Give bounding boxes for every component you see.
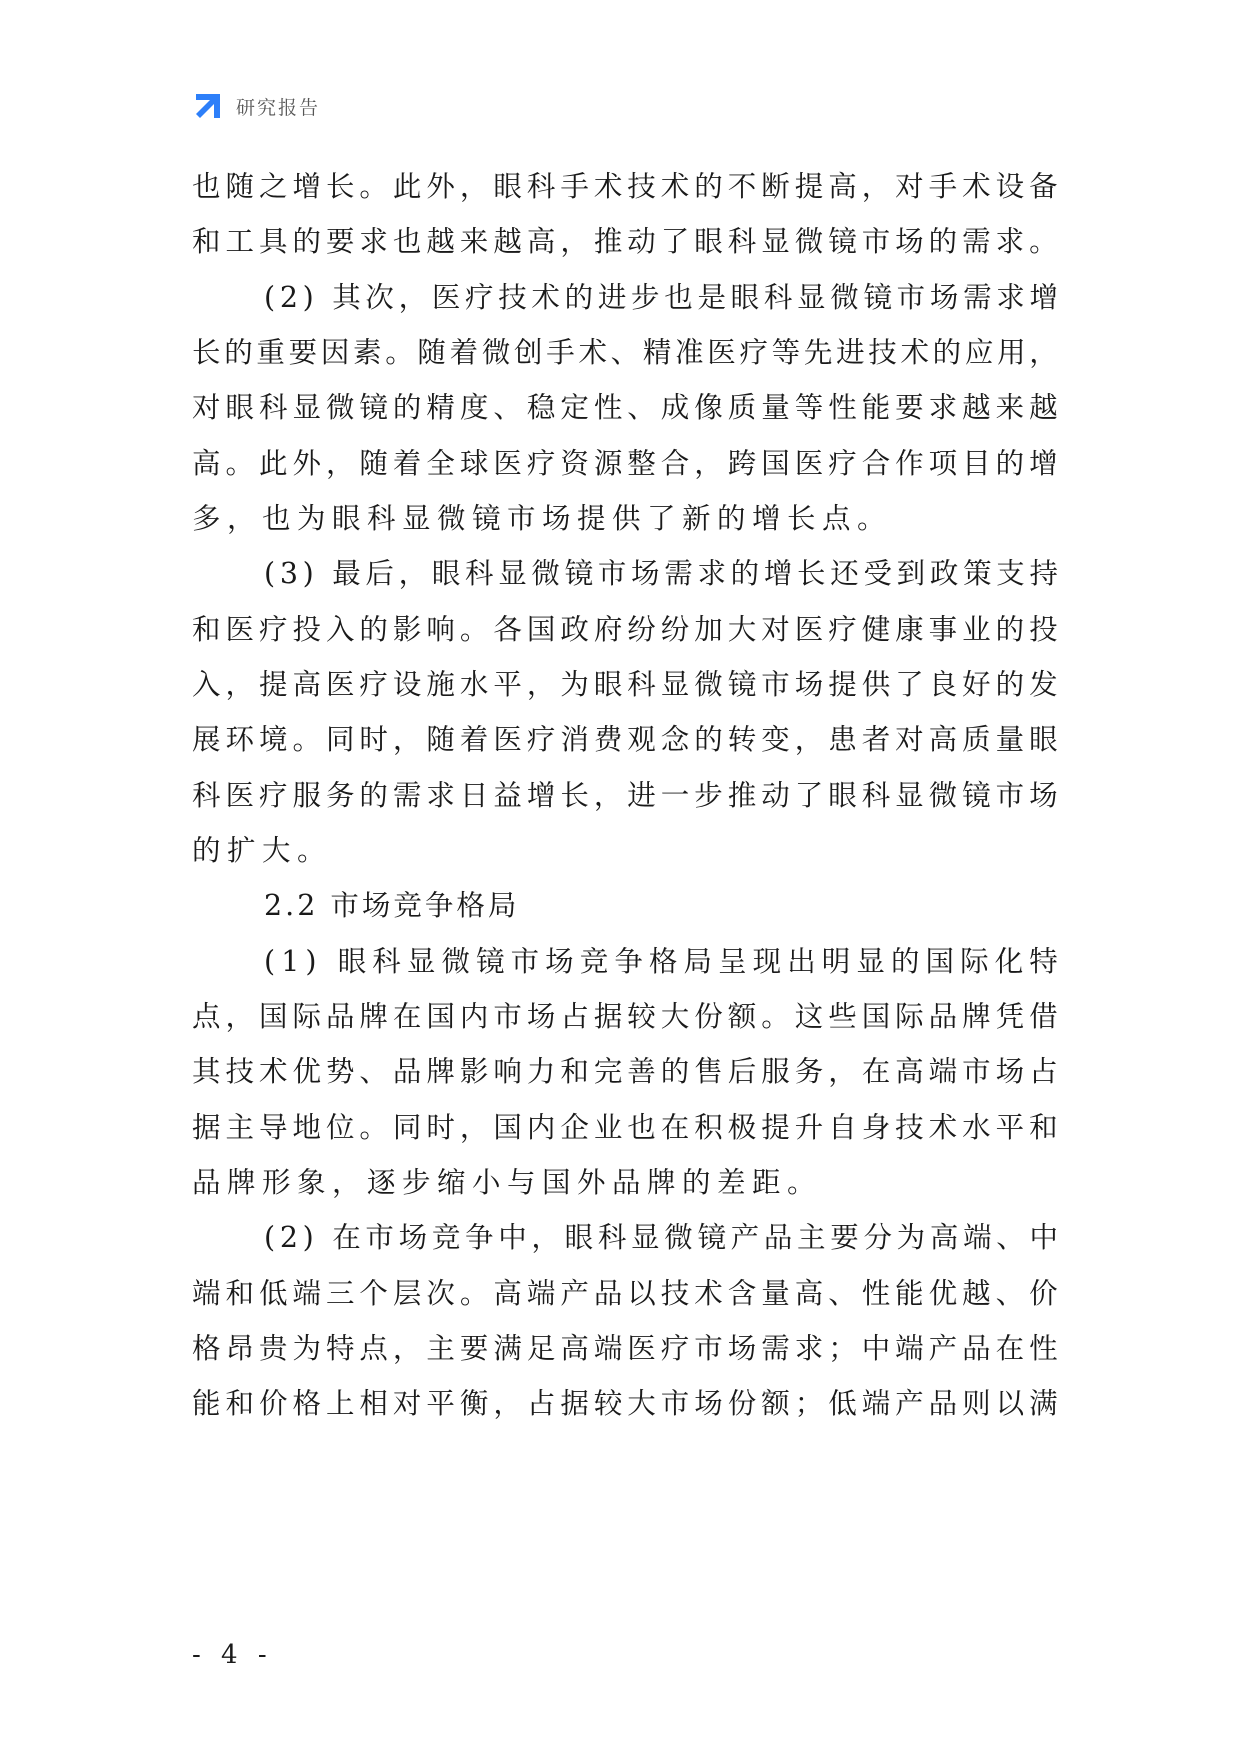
text-line: 据 主 导 地 位 。 同 时 ， 国 内 企 业 也 在 积 极 提 升 自 身 技 术 水 平 和 <box>192 1111 1058 1144</box>
text-line: 多，也为眼科显微镜市场提供了新的增长点。 <box>192 502 893 535</box>
text-line: ( 3 ) 最 后 ， 眼 科 显 微 镜 市 场 需 求 的 增 长 还 受 到 政 策 支 持 <box>264 557 1058 590</box>
text-line: 和 医 疗 投 入 的 影 响 。 各 国 政 府 纷 纷 加 大 对 医 疗 健 康 事 业 的 投 <box>192 613 1058 646</box>
text-line: 对 眼 科 显 微 镜 的 精 度 、 稳 定 性 、 成 像 质 量 等 性 能 要 求 越 来 越 <box>192 391 1058 424</box>
text-line: 端 和 低 端 三 个 层 次 。 高 端 产 品 以 技 术 含 量 高 、 性 能 优 越 、 价 <box>192 1277 1058 1310</box>
text-line: 也 随 之 增 长 。 此 外 ， 眼 科 手 术 技 术 的 不 断 提 高 ， 对 手 术 设 备 <box>192 170 1058 203</box>
text-line: 的扩大。 <box>192 834 333 867</box>
header-title: 研究报告 <box>236 96 321 119</box>
text-line: ( 2 ) 在 市 场 竞 争 中 ， 眼 科 显 微 镜 产 品 主 要 分 为 高 端 、 中 <box>264 1221 1058 1254</box>
text-line: 高 。 此 外 ， 随 着 全 球 医 疗 资 源 整 合 ， 跨 国 医 疗 合 作 项 目 的 增 <box>192 447 1058 480</box>
text-line: 入 ， 提 高 医 疗 设 施 水 平 ， 为 眼 科 显 微 镜 市 场 提 供 了 良 好 的 发 <box>192 668 1058 701</box>
text-line: 和 工 具 的 要 求 也 越 来 越 高 ， 推 动 了 眼 科 显 微 镜 市 场 的 需 求 。 <box>192 225 1058 258</box>
text-line: 科 医 疗 服 务 的 需 求 日 益 增 长 ， 进 一 步 推 动 了 眼 科 显 微 镜 市 场 <box>192 779 1058 812</box>
text-line: ( 1 ) 眼 科 显 微 镜 市 场 竞 争 格 局 呈 现 出 明 显 的 国 际 化 特 <box>264 945 1058 978</box>
text-line: 展 环 境 。 同 时 ， 随 着 医 疗 消 费 观 念 的 转 变 ， 患 者 对 高 质 量 眼 <box>192 723 1058 756</box>
section-heading: 2.2 市场竞争格局 <box>264 889 520 922</box>
text-line: 点 ， 国 际 品 牌 在 国 内 市 场 占 据 较 大 份 额 。 这 些 国 际 品 牌 凭 借 <box>192 1000 1058 1033</box>
arrow-up-right-icon <box>192 90 224 122</box>
text-line: 品牌形象，逐步缩小与国外品牌的差距。 <box>192 1166 823 1199</box>
page-number: - 4 - <box>192 1640 273 1670</box>
text-line: 格 昂 贵 为 特 点 ， 主 要 满 足 高 端 医 疗 市 场 需 求 ； 中 端 产 品 在 性 <box>192 1332 1058 1365</box>
text-line: 其 技 术 优 势 、 品 牌 影 响 力 和 完 善 的 售 后 服 务 ， 在 高 端 市 场 占 <box>192 1055 1058 1088</box>
page-header <box>192 90 320 122</box>
text-line: 能 和 价 格 上 相 对 平 衡 ， 占 据 较 大 市 场 份 额 ； 低 端 产 品 则 以 满 <box>192 1387 1058 1420</box>
text-line: 长 的 重 要 因 素 。 随 着 微 创 手 术 、 精 准 医 疗 等 先 进 技 术 的 应 用 ， <box>192 336 1058 369</box>
text-line: ( 2 ) 其 次 ， 医 疗 技 术 的 进 步 也 是 眼 科 显 微 镜 市 场 需 求 增 <box>264 281 1058 314</box>
